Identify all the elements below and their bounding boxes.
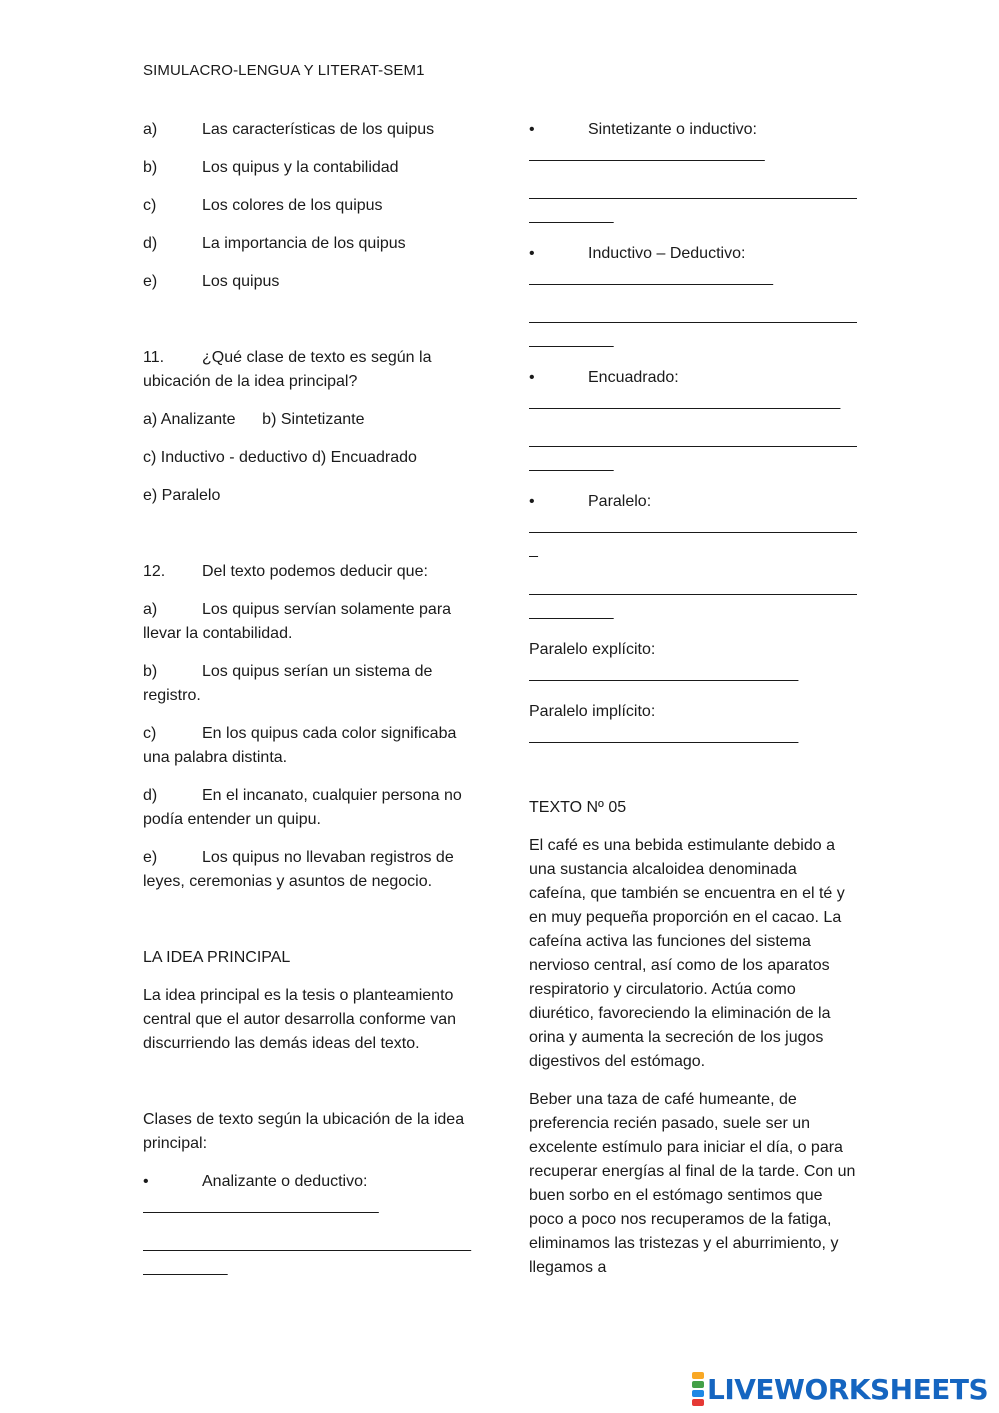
bullet-dot: •	[143, 1173, 149, 1190]
option-text: Los colores de los quipus	[202, 197, 383, 214]
paralelo-explicito-label: Paralelo explícito:	[529, 641, 656, 658]
answer-blank[interactable]: __________	[529, 455, 613, 472]
logo-block	[692, 1399, 704, 1406]
left-column	[143, 118, 473, 1280]
bullet-sintetizante	[529, 118, 857, 142]
q11-options-line-2: c) Inductivo - deductivo d) Encuadrado	[143, 449, 417, 466]
q12-option-d	[143, 784, 473, 832]
option-text: Los quipus serían un sistema de registro.	[143, 663, 433, 704]
option-text: En los quipus cada color significaba una palabra distinta.	[143, 725, 457, 766]
option-label: d)	[143, 787, 158, 804]
answer-blank[interactable]: _	[529, 541, 538, 558]
answer-blank[interactable]: __________	[529, 207, 613, 224]
bullet-encuadrado	[529, 366, 857, 390]
option-text: En el incanato, cualquier persona no podía entender un quipu.	[143, 787, 462, 828]
q10-option-e	[143, 270, 473, 294]
bullet-dot: •	[529, 493, 535, 510]
logo-block	[692, 1381, 704, 1388]
answer-blank[interactable]: _____________________________________	[529, 393, 840, 410]
question-12	[143, 560, 473, 584]
bullet-text: Sintetizante o inductivo:	[588, 121, 757, 138]
idea-principal-definition: La idea principal es la tesis o planteamiento central que el autor desarrolla conforme van discurriendo las demás ideas del texto.	[143, 987, 457, 1052]
option-label: c)	[143, 197, 157, 214]
answer-blank[interactable]: _______________________________________	[529, 431, 857, 448]
answer-blank[interactable]: _______________________________________	[529, 517, 857, 534]
option-text: Los quipus	[202, 273, 280, 290]
texto-title: TEXTO Nº 05	[529, 799, 627, 816]
q10-option-c	[143, 194, 473, 218]
answer-blank[interactable]: _______________________________________	[529, 307, 857, 324]
answer-blank[interactable]: ____________________________	[529, 145, 765, 162]
q12-option-b	[143, 660, 473, 708]
logo-text: LIVEWORKSHEETS	[707, 1372, 989, 1406]
bullet-text: Paralelo:	[588, 493, 652, 510]
logo-block	[692, 1390, 704, 1397]
logo-icon	[692, 1372, 704, 1406]
option-label: d)	[143, 235, 158, 252]
q11-options-line-1: a) Analizante b) Sintetizante	[143, 411, 365, 428]
liveworksheets-logo[interactable]	[692, 1372, 988, 1406]
bullet-dot: •	[529, 121, 535, 138]
answer-blank[interactable]: __________	[529, 603, 613, 620]
question-text: ¿Qué clase de texto es según la ubicación de la idea principal?	[143, 349, 432, 390]
option-text: Los quipus servían solamente para llevar la contabilidad.	[143, 601, 452, 642]
right-column	[529, 118, 857, 1294]
answer-blank[interactable]: ________________________________	[529, 665, 798, 682]
answer-blank[interactable]: ________________________________	[529, 727, 798, 744]
question-11	[143, 346, 473, 394]
bullet-analizante	[143, 1170, 473, 1194]
paralelo-implicito-label: Paralelo implícito:	[529, 703, 656, 720]
q10-option-b	[143, 156, 473, 180]
option-text: Las características de los quipus	[202, 121, 435, 138]
option-label: a)	[143, 601, 158, 618]
answer-blank[interactable]: _______________________________________	[529, 579, 857, 596]
page-header: SIMULACRO-LENGUA Y LITERAT-SEM1	[143, 62, 425, 79]
option-text: Los quipus y la contabilidad	[202, 159, 399, 176]
option-text: La importancia de los quipus	[202, 235, 406, 252]
q10-option-a	[143, 118, 473, 142]
answer-blank[interactable]: __________	[143, 1259, 227, 1276]
answer-blank[interactable]: _____________________________	[529, 269, 773, 286]
answer-blank[interactable]: _______________________________________	[143, 1235, 471, 1252]
texto-paragraph-2: Beber una taza de café humeante, de preferencia recién pasado, suele ser un excelente estímulo para iniciar el día, o para recuperar energías al final de la tarde. Con un buen sorbo en el estómago sentimos que poco a poco nos recuperamos de la fatiga, eliminamos las tristezas y el aburrimiento, y llegamos a	[529, 1091, 856, 1276]
question-text: Del texto podemos deducir que:	[202, 563, 428, 580]
option-label: b)	[143, 159, 158, 176]
question-number: 12.	[143, 563, 166, 580]
logo-block	[692, 1372, 704, 1379]
q10-option-d	[143, 232, 473, 256]
question-number: 11.	[143, 349, 165, 366]
bullet-inductivo-deductivo	[529, 242, 857, 266]
bullet-dot: •	[529, 369, 535, 386]
bullet-text: Analizante o deductivo:	[202, 1173, 368, 1190]
bullet-text: Inductivo – Deductivo:	[588, 245, 746, 262]
bullet-paralelo	[529, 490, 857, 514]
q11-options-line-3: e) Paralelo	[143, 487, 221, 504]
texto-paragraph-1: El café es una bebida estimulante debido a una sustancia alcaloidea denominada cafeína, que también se encuentra en el té y en muy pequeña proporción en el cacao. La cafeína activa las funciones del sistema nervioso central, así como de los aparatos respiratorio y circulatorio. Actúa como diurético, favoreciendo la eliminación de la orina y aumenta la secreción de los jugos digestivos del estómago.	[529, 837, 845, 1070]
q12-option-c	[143, 722, 473, 770]
option-label: e)	[143, 273, 158, 290]
option-label: a)	[143, 121, 158, 138]
option-label: c)	[143, 725, 157, 742]
q12-option-a	[143, 598, 473, 646]
bullet-dot: •	[529, 245, 535, 262]
section-title-idea-principal: LA IDEA PRINCIPAL	[143, 949, 291, 966]
bullet-text: Encuadrado:	[588, 369, 679, 386]
option-label: e)	[143, 849, 158, 866]
clases-de-texto-intro: Clases de texto según la ubicación de la idea principal:	[143, 1111, 465, 1152]
option-text: Los quipus no llevaban registros de leyes, ceremonias y asuntos de negocio.	[143, 849, 454, 890]
answer-blank[interactable]: ____________________________	[143, 1197, 379, 1214]
answer-blank[interactable]: _______________________________________	[529, 183, 857, 200]
option-label: b)	[143, 663, 158, 680]
answer-blank[interactable]: __________	[529, 331, 613, 348]
q12-option-e	[143, 846, 473, 894]
